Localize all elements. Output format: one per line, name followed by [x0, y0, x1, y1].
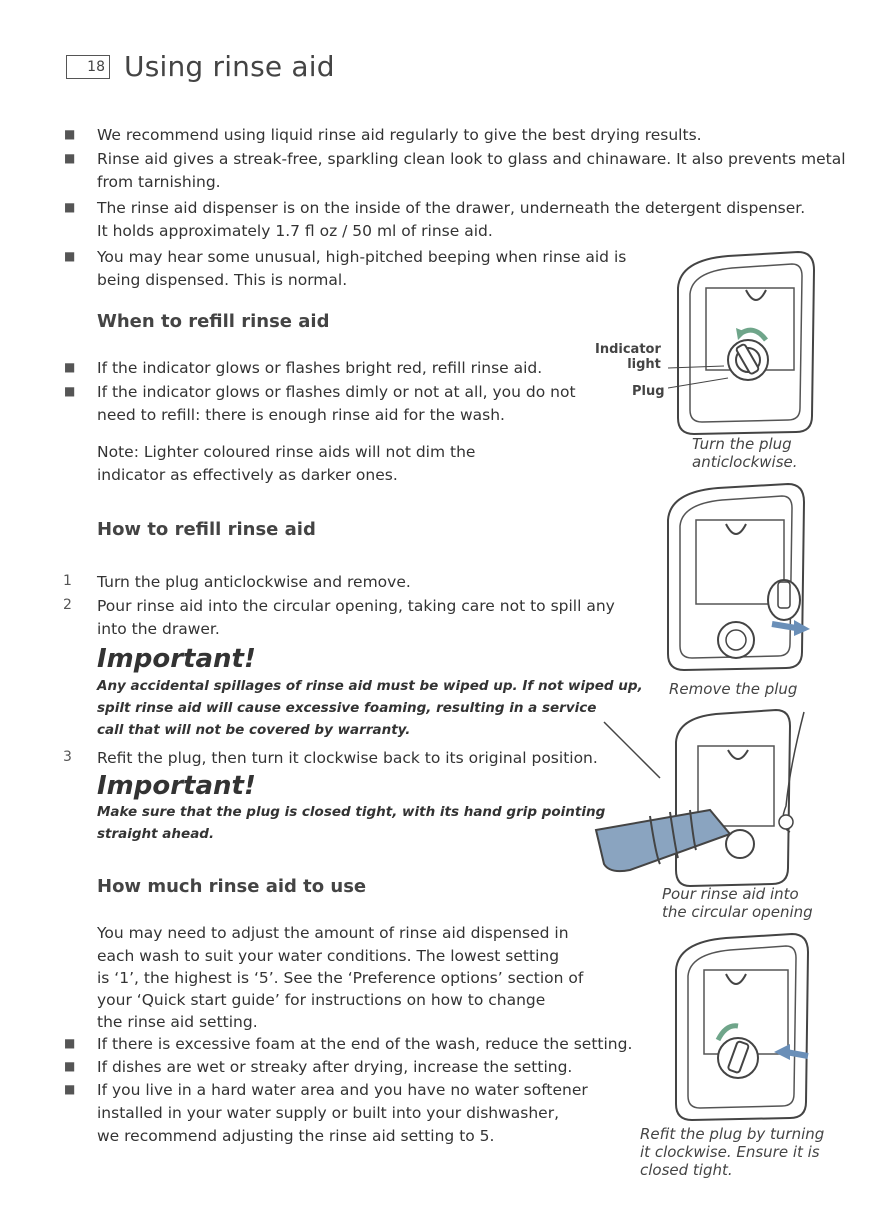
intro-line: You may hear some unusual, high-pitched beeping when rinse aid is [97, 248, 627, 266]
when-line: If the indicator glows or flashes dimly or not at all, you do not [97, 383, 576, 401]
figure-caption: Turn the plug anticlockwise. [692, 435, 798, 471]
much-para: each wash to suit your water conditions. The lowest setting [97, 947, 560, 965]
section-heading-when: When to refill rinse aid [97, 311, 330, 332]
figure-remove-plug [660, 478, 816, 674]
much-para: You may need to adjust the amount of rinse aid dispensed in [97, 924, 569, 942]
step-number: 2 [63, 597, 72, 613]
intro-line: being dispensed. This is normal. [97, 271, 348, 289]
note-line: indicator as effectively as darker ones. [97, 466, 398, 484]
important-text: straight ahead. [97, 826, 215, 842]
bullet-icon: ■ [64, 127, 76, 141]
much-bullet: we recommend adjusting the rinse aid setting to 5. [97, 1127, 495, 1145]
step-text: Pour rinse aid into the circular opening, taking care not to spill any [97, 597, 615, 615]
bullet-icon: ■ [64, 384, 76, 398]
bullet-icon: ■ [64, 151, 76, 165]
much-bullet: installed in your water supply or built into your dishwasher, [97, 1104, 560, 1122]
page-number: 18 [66, 55, 110, 79]
step-number: 3 [63, 749, 72, 765]
step-text: Refit the plug, then turn it clockwise back to its original position. [97, 749, 598, 767]
note-line: Note: Lighter coloured rinse aids will not dim the [97, 443, 476, 461]
bullet-icon: ■ [64, 249, 76, 263]
page-title: Using rinse aid [124, 50, 335, 83]
figure-caption: Refit the plug by turning it clockwise. Ensure it is closed tight. [640, 1125, 825, 1179]
section-heading-how: How to refill rinse aid [97, 519, 316, 540]
page-header [66, 50, 335, 83]
much-para: the rinse aid setting. [97, 1013, 258, 1031]
much-bullet: If you live in a hard water area and you have no water softener [97, 1081, 588, 1099]
step-text: into the drawer. [97, 620, 220, 638]
intro-line: from tarnishing. [97, 173, 221, 191]
much-bullet: If there is excessive foam at the end of the wash, reduce the setting. [97, 1035, 633, 1053]
when-line: If the indicator glows or flashes bright red, refill rinse aid. [97, 359, 543, 377]
step-text: Turn the plug anticlockwise and remove. [97, 573, 411, 591]
intro-line: We recommend using liquid rinse aid regularly to give the best drying results. [97, 126, 702, 144]
label-indicator: Indicator light [595, 342, 661, 372]
important-title: Important! [97, 644, 256, 674]
important-text: call that will not be covered by warranty. [97, 722, 411, 738]
figure-caption: Remove the plug [669, 680, 798, 698]
bullet-icon: ■ [64, 1059, 76, 1073]
much-bullet: If dishes are wet or streaky after drying, increase the setting. [97, 1058, 573, 1076]
intro-line: Rinse aid gives a streak-free, sparkling clean look to glass and chinaware. It also prevents metal [97, 150, 846, 168]
important-text: spilt rinse aid will cause excessive foaming, resulting in a service [97, 700, 597, 716]
label-plug: Plug [632, 384, 665, 399]
much-para: is ‘1’, the highest is ‘5’. See the ‘Preference options’ section of [97, 969, 584, 987]
intro-line: The rinse aid dispenser is on the inside of the drawer, underneath the detergent dispenser. [97, 199, 806, 217]
step-number: 1 [63, 573, 72, 589]
bullet-icon: ■ [64, 200, 76, 214]
figure-dispenser-indicator [668, 248, 820, 438]
bullet-icon: ■ [64, 360, 76, 374]
bullet-icon: ■ [64, 1036, 76, 1050]
important-text: Make sure that the plug is closed tight, with its hand grip pointing [97, 804, 606, 820]
section-heading-much: How much rinse aid to use [97, 876, 367, 897]
when-line: need to refill: there is enough rinse aid for the wash. [97, 406, 505, 424]
important-text: Any accidental spillages of rinse aid must be wiped up. If not wiped up, [97, 678, 643, 694]
figure-pour-rinse-aid [590, 706, 816, 890]
intro-line: It holds approximately 1.7 fl oz / 50 ml of rinse aid. [97, 222, 493, 240]
much-para: your ‘Quick start guide’ for instructions on how to change [97, 991, 546, 1009]
bullet-icon: ■ [64, 1082, 76, 1096]
figure-refit-plug [668, 928, 820, 1124]
figure-caption: Pour rinse aid into the circular opening [662, 885, 813, 921]
important-title: Important! [97, 771, 256, 801]
